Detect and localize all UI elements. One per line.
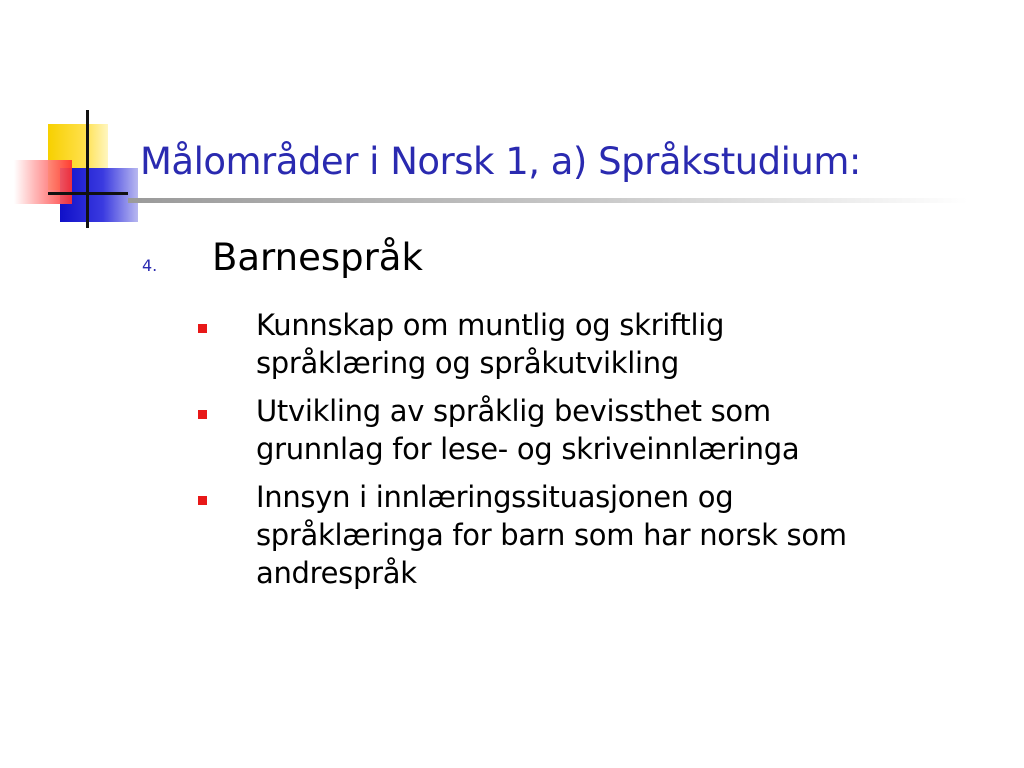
bullet-text: Utvikling av språklig bevissthet som grunnlag for lese- og skriveinnlæringa <box>256 394 800 466</box>
red-square-shape <box>14 160 72 204</box>
bullet-text: Kunnskap om muntlig og skriftlig språklæring og språkutvikling <box>256 308 725 380</box>
bullet-item <box>196 306 1006 382</box>
red-square-bullet-icon <box>198 324 207 333</box>
item-number: 4. <box>142 256 158 275</box>
decorative-logo <box>0 0 150 240</box>
horizontal-line-shape <box>48 192 128 195</box>
bullet-item <box>196 478 1006 592</box>
bullet-text: Innsyn i innlæringssituasjonen og språklæringa for barn som har norsk som andrespråk <box>256 480 847 590</box>
slide-title: Målområder i Norsk 1, a) Språkstudium: <box>140 140 861 183</box>
red-square-bullet-icon <box>198 410 207 419</box>
red-square-bullet-icon <box>198 496 207 505</box>
title-divider <box>128 198 968 203</box>
bullet-list <box>196 306 1006 602</box>
vertical-line-shape <box>86 110 89 228</box>
item-heading: Barnespråk <box>212 236 423 279</box>
bullet-item <box>196 392 1006 468</box>
